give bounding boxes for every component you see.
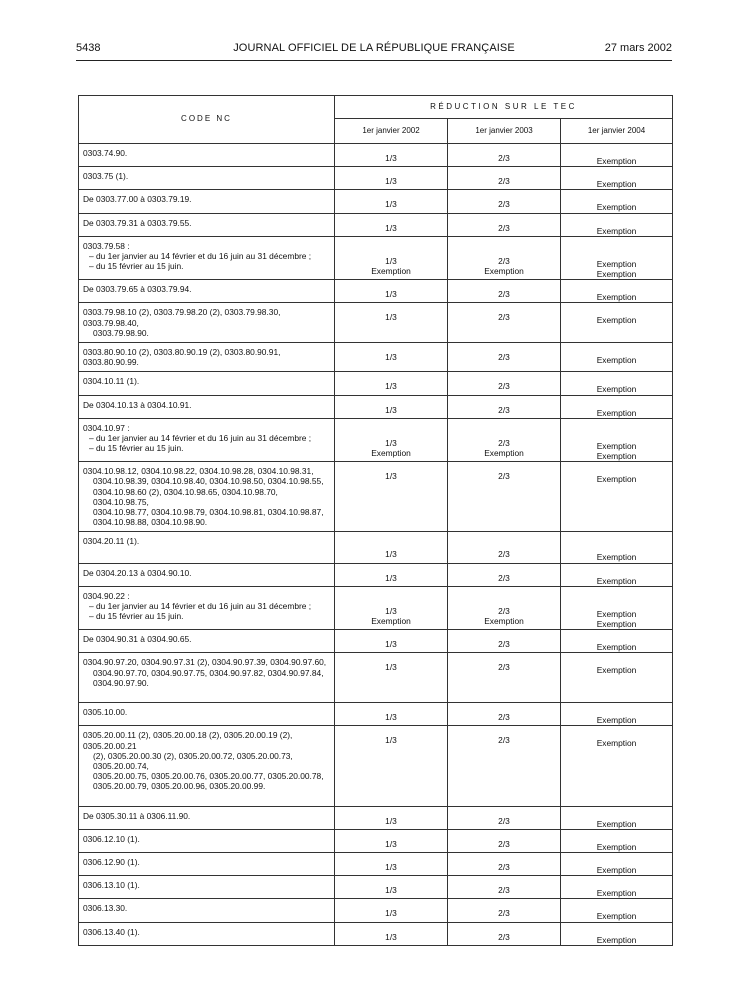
spacer [335,428,447,438]
table-row [79,806,673,829]
value-cell-2002 [335,899,448,922]
code-cell [79,852,335,875]
code-cell [79,876,335,899]
code-line: 0304.90.97.90. [93,677,149,688]
reduction-value: Exemption [596,384,637,395]
reduction-value: Exemption [596,451,637,462]
table-row [79,280,673,303]
value-cell-2002 [335,630,448,653]
code-line: 0305.20.00.11 (2), 0305.20.00.18 (2), 0305.20.00.19 (2), 0305.20.00.21 [83,730,293,751]
value-cell-2003 [448,876,561,899]
reduction-value: Exemption [371,266,411,277]
code-cell [79,532,335,563]
reduction-value: Exemption [596,440,637,451]
value-cell-2004 [561,343,673,372]
column-header-date-2003: 1er janvier 2003 [448,119,561,144]
value-cell-2004 [561,280,673,303]
table-row [79,462,673,532]
reduction-value: 1/3 [385,289,397,300]
table-row [79,922,673,945]
value-cell-2002 [335,852,448,875]
value-cell-2002 [335,395,448,418]
code-cell [79,703,335,726]
reduction-value: 1/3 [385,471,397,482]
table-body [79,144,673,946]
code-cell [79,372,335,395]
code-line: De 0304.90.31 à 0304.90.65. [83,634,192,645]
reduction-value: 1/3 [385,815,397,826]
reduction-value: 2/3 [498,404,510,415]
reduction-value: 2/3 [498,838,510,849]
value-cell-2004 [561,190,673,213]
reduction-value: 1/3 [385,176,397,187]
value-cell-2002 [335,586,448,629]
reduction-value: 2/3 [498,352,510,363]
reduction-value: 2/3 [498,605,510,616]
code-line: 0304.10.11 (1). [83,376,140,387]
table-row [79,829,673,852]
value-cell-2003 [448,899,561,922]
value-cell-2003 [448,806,561,829]
code-line: 0304.10.98.77, 0304.10.98.79, 0304.10.98.81, 0304.10.98.87, [93,507,324,518]
code-line: 0304.10.98.39, 0304.10.98.40, 0304.10.98.50, 0304.10.98.55, [93,476,324,487]
code-cell [79,653,335,703]
reduction-value: Exemption [596,911,637,922]
value-cell-2003 [448,372,561,395]
code-line: 0304.90.97.70, 0304.90.97.75, 0304.90.97.82, 0304.90.97.84, [93,667,324,678]
reduction-value: 1/3 [385,199,397,210]
table-row [79,190,673,213]
value-cell-2003 [448,532,561,563]
code-line: – du 1er janvier au 14 février et du 16 juin au 31 décembre ; [89,251,312,262]
value-cell-2004 [561,167,673,190]
value-cell-2002 [335,144,448,167]
code-line: De 0303.79.65 à 0303.79.94. [83,284,192,295]
reduction-value: 1/3 [385,605,397,616]
spacer [83,688,328,698]
value-cell-2002 [335,280,448,303]
spacer [448,596,560,606]
code-line: 0304.10.97 : [83,422,130,433]
reduction-value: 1/3 [385,931,397,942]
reduction-value: 2/3 [498,176,510,187]
code-line: De 0304.10.13 à 0304.10.91. [83,399,192,410]
code-line: De 0305.30.11 à 0306.11.90. [83,810,191,821]
table-row [79,653,673,703]
code-cell [79,418,335,461]
code-cell [79,236,335,279]
table-row [79,726,673,806]
reduction-value: 1/3 [385,381,397,392]
code-line: 0303.79.98.90. [93,327,149,338]
spacer [335,246,447,256]
table-row [79,852,673,875]
table-row [79,236,673,279]
code-cell [79,213,335,236]
table-row [79,703,673,726]
page-number: 5438 [76,42,101,54]
reduction-value: 1/3 [385,838,397,849]
value-cell-2003 [448,586,561,629]
code-cell [79,343,335,372]
reduction-value: Exemption [484,266,524,277]
code-line: 0306.12.90 (1). [83,856,140,867]
code-cell [79,303,335,343]
value-cell-2003 [448,630,561,653]
value-cell-2003 [448,852,561,875]
reduction-value: Exemption [484,448,524,459]
value-cell-2004 [561,144,673,167]
reduction-value: Exemption [596,156,637,166]
value-cell-2004 [561,213,673,236]
code-line: 0303.80.90.10 (2), 0303.80.90.19 (2), 0303.80.90.91, 0303.80.90.99. [83,347,281,368]
code-line: 0304.90.97.20, 0304.90.97.31 (2), 0304.90.97.39, 0304.90.97.60, [83,657,327,668]
code-line: 0303.75 (1). [83,171,129,182]
reduction-value: 1/3 [385,662,397,673]
value-cell-2002 [335,343,448,372]
value-cell-2003 [448,922,561,945]
reduction-value: Exemption [596,552,637,563]
code-line: 0306.13.10 (1). [83,880,140,891]
value-cell-2004 [561,726,673,806]
code-cell [79,726,335,806]
value-cell-2002 [335,418,448,461]
spacer [561,249,672,259]
code-line: 0304.10.98.88, 0304.10.98.90. [93,517,208,528]
code-line: De 0303.77.00 à 0303.79.19. [83,194,192,205]
reduction-value: 1/3 [385,153,397,163]
spacer [561,431,672,441]
table-row [79,213,673,236]
value-cell-2004 [561,876,673,899]
reduction-value: Exemption [596,179,637,190]
spacer [83,547,328,557]
spacer [561,599,672,609]
reduction-value: 1/3 [385,885,397,896]
reduction-value: 2/3 [498,153,510,163]
reduction-value: 2/3 [498,471,510,482]
reduction-value: Exemption [596,474,637,485]
code-cell [79,167,335,190]
value-cell-2003 [448,343,561,372]
value-cell-2002 [335,532,448,563]
reduction-value: Exemption [596,738,637,749]
value-cell-2002 [335,563,448,586]
reduction-value: Exemption [596,407,637,418]
value-cell-2003 [448,462,561,532]
code-cell [79,563,335,586]
value-cell-2004 [561,462,673,532]
reduction-value: Exemption [371,448,411,459]
reduction-value: Exemption [596,619,637,630]
value-cell-2004 [561,703,673,726]
value-cell-2003 [448,303,561,343]
table-row [79,876,673,899]
reduction-value: Exemption [596,818,637,829]
table-row [79,630,673,653]
table-row [79,563,673,586]
value-cell-2003 [448,703,561,726]
reduction-value: 1/3 [385,404,397,415]
reduction-value: 1/3 [385,437,397,448]
table-row [79,144,673,167]
reduction-value: Exemption [596,665,637,676]
value-cell-2003 [448,167,561,190]
table-row [79,372,673,395]
table-row [79,343,673,372]
code-cell [79,280,335,303]
reduction-value: 1/3 [385,255,397,266]
journal-title: JOURNAL OFFICIEL DE LA RÉPUBLIQUE FRANÇAISE [233,42,515,54]
value-cell-2004 [561,236,673,279]
spacer [335,596,447,606]
value-cell-2003 [448,726,561,806]
column-header-code: CODE NC [79,96,335,144]
reduction-value: 2/3 [498,735,510,746]
value-cell-2002 [335,876,448,899]
table-row [79,418,673,461]
reduction-value: 2/3 [498,572,510,583]
reduction-value: 1/3 [385,712,397,723]
code-line: 0305.10.00. [83,707,128,718]
value-cell-2004 [561,630,673,653]
reduction-value: 2/3 [498,712,510,723]
value-cell-2002 [335,806,448,829]
value-cell-2003 [448,653,561,703]
reduction-value: 1/3 [385,861,397,872]
value-cell-2004 [561,653,673,703]
code-line: – du 15 février au 15 juin. [89,443,184,454]
value-cell-2004 [561,372,673,395]
reduction-value: Exemption [596,841,637,852]
code-line: 0306.13.30. [83,903,128,914]
reduction-value: 1/3 [385,572,397,583]
value-cell-2004 [561,532,673,563]
code-line: 0306.12.10 (1). [83,833,140,844]
header-rule [76,60,672,61]
value-cell-2002 [335,372,448,395]
value-cell-2003 [448,236,561,279]
code-line: 0304.90.22 : [83,590,130,601]
reduction-value: Exemption [596,292,637,303]
reduction-value: 1/3 [385,312,397,323]
value-cell-2004 [561,852,673,875]
reduction-value: Exemption [596,269,637,280]
code-line: De 0304.20.13 à 0304.90.10. [83,567,192,578]
code-line: 0303.79.98.10 (2), 0303.79.98.20 (2), 0303.79.98.30, 0303.79.98.40, [83,307,281,328]
reduction-value: 1/3 [385,908,397,919]
code-line: – du 15 février au 15 juin. [89,611,184,622]
value-cell-2004 [561,922,673,945]
code-cell [79,630,335,653]
reduction-value: 2/3 [498,815,510,826]
reduction-value: Exemption [596,575,637,586]
reduction-value: 2/3 [498,662,510,673]
code-line: (2), 0305.20.00.30 (2), 0305.20.00.72, 0305.20.00.73, 0305.20.00.74, [93,750,293,771]
code-line: – du 1er janvier au 14 février et du 16 juin au 31 décembre ; [89,433,312,444]
reduction-value: 2/3 [498,289,510,300]
reduction-value: Exemption [596,202,637,213]
page-header [76,42,672,56]
value-cell-2002 [335,703,448,726]
reduction-value: Exemption [371,616,411,627]
code-cell [79,144,335,167]
value-cell-2003 [448,144,561,167]
value-cell-2004 [561,418,673,461]
value-cell-2002 [335,829,448,852]
reduction-value: 2/3 [498,885,510,896]
value-cell-2002 [335,726,448,806]
code-line: 0305.20.00.75, 0305.20.00.76, 0305.20.00.77, 0305.20.00.78, [93,771,324,782]
spacer [448,246,560,256]
table-row [79,395,673,418]
value-cell-2003 [448,395,561,418]
value-cell-2004 [561,303,673,343]
code-cell [79,586,335,629]
reduction-value: Exemption [596,864,637,875]
reduction-value: 1/3 [385,222,397,233]
code-cell [79,462,335,532]
column-header-reduction: RÉDUCTION SUR LE TEC [335,96,673,119]
column-header-date-2004: 1er janvier 2004 [561,119,673,144]
column-header-date-2002: 1er janvier 2002 [335,119,448,144]
value-cell-2003 [448,563,561,586]
table-row [79,586,673,629]
value-cell-2002 [335,462,448,532]
value-cell-2003 [448,280,561,303]
table-row [79,532,673,563]
value-cell-2002 [335,167,448,190]
code-line: 0305.20.00.79, 0305.20.00.96, 0305.20.00.99. [93,781,266,792]
value-cell-2003 [448,213,561,236]
value-cell-2004 [561,806,673,829]
code-line: De 0303.79.31 à 0303.79.55. [83,217,192,228]
reduction-value: Exemption [596,225,637,236]
reduction-value: Exemption [596,888,637,899]
value-cell-2002 [335,236,448,279]
spacer [83,792,328,802]
code-cell [79,395,335,418]
value-cell-2004 [561,563,673,586]
reduction-value: Exemption [484,616,524,627]
reduction-value: 1/3 [385,549,397,560]
reduction-value: 2/3 [498,437,510,448]
reduction-value: 1/3 [385,735,397,746]
value-cell-2004 [561,395,673,418]
reduction-value: 2/3 [498,639,510,650]
reduction-value: Exemption [596,355,637,366]
reduction-value: 2/3 [498,222,510,233]
code-line: 0304.10.98.12, 0304.10.98.22, 0304.10.98.28, 0304.10.98.31, [83,466,314,477]
code-cell [79,806,335,829]
value-cell-2002 [335,213,448,236]
reduction-value: Exemption [596,258,637,269]
reduction-value: Exemption [596,315,637,326]
spacer [448,428,560,438]
value-cell-2002 [335,653,448,703]
value-cell-2002 [335,303,448,343]
code-cell [79,829,335,852]
code-cell [79,922,335,945]
reduction-value: 2/3 [498,908,510,919]
table-row [79,899,673,922]
value-cell-2002 [335,190,448,213]
code-line: 0303.79.58 : [83,240,130,251]
value-cell-2003 [448,418,561,461]
value-cell-2003 [448,190,561,213]
reduction-value: 2/3 [498,549,510,560]
table-row [79,167,673,190]
value-cell-2004 [561,586,673,629]
value-cell-2002 [335,922,448,945]
code-cell [79,899,335,922]
reduction-value: 2/3 [498,381,510,392]
code-line: 0304.10.98.60 (2), 0304.10.98.65, 0304.10.98.70, 0304.10.98.75, [93,486,278,507]
reduction-value: 2/3 [498,861,510,872]
reduction-value: 2/3 [498,312,510,323]
reduction-value: Exemption [596,715,637,726]
value-cell-2003 [448,829,561,852]
reduction-value: Exemption [596,934,637,945]
code-line: 0303.74.90. [83,148,128,158]
reduction-value: 2/3 [498,931,510,942]
value-cell-2004 [561,899,673,922]
reduction-value: Exemption [596,642,637,653]
reduction-value: 2/3 [498,255,510,266]
reduction-value: 1/3 [385,352,397,363]
code-line: 0304.20.11 (1). [83,536,140,547]
code-line: 0306.13.40 (1). [83,926,140,937]
reduction-value: 2/3 [498,199,510,210]
reduction-value: Exemption [596,608,637,619]
tariff-reduction-table [78,95,673,946]
code-cell [79,190,335,213]
code-line: – du 15 février au 15 juin. [89,261,184,272]
reduction-value: 1/3 [385,639,397,650]
table-row [79,303,673,343]
code-line: – du 1er janvier au 14 février et du 16 juin au 31 décembre ; [89,601,312,612]
value-cell-2004 [561,829,673,852]
issue-date: 27 mars 2002 [604,42,672,54]
